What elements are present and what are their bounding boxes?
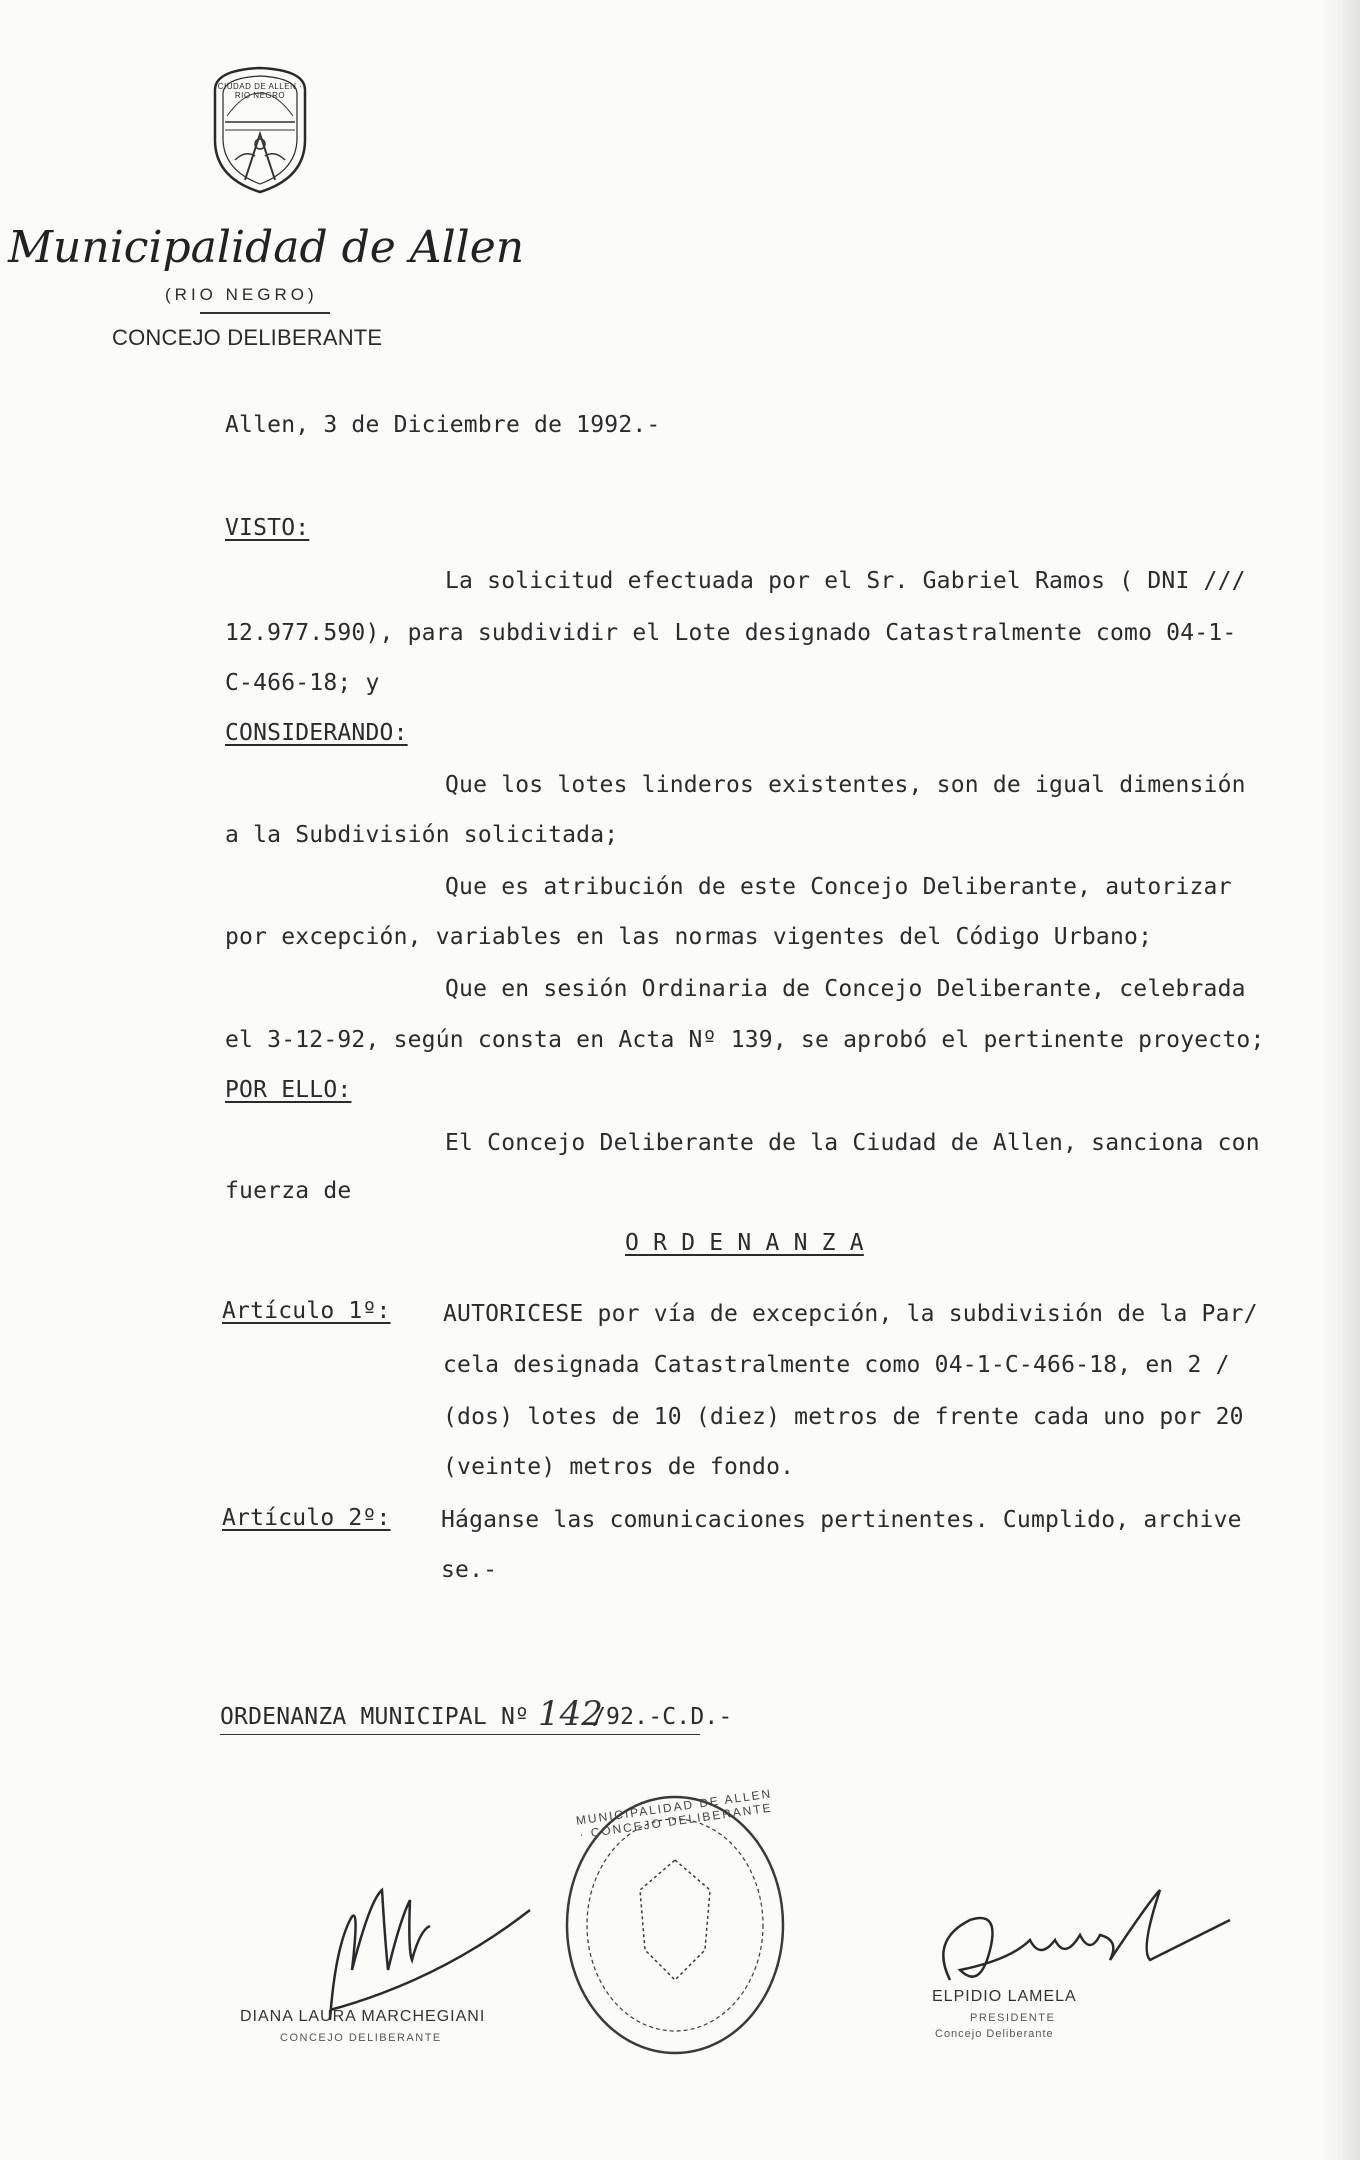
right-signatory-role: PRESIDENTE: [970, 2012, 1056, 2024]
article-1-line-4: (veinte) metros de fondo.: [443, 1454, 795, 1480]
right-signatory-org: Concejo Deliberante: [935, 2028, 1054, 2040]
municipality-name: Municipalidad de Allen: [8, 222, 525, 273]
article-2-label: Artículo 2º:: [222, 1505, 391, 1531]
left-signatory-role: CONCEJO DELIBERANTE: [280, 2032, 442, 2044]
article-1-label: Artículo 1º:: [222, 1298, 391, 1324]
city-seal-icon: [205, 60, 315, 200]
council-name: CONCEJO DELIBERANTE: [112, 325, 383, 350]
left-signatory-name: DIANA LAURA MARCHEGIANI: [240, 2008, 486, 2025]
considerando-line-1: Que los lotes linderos existentes, son de igual dimensión: [445, 772, 1246, 798]
considerando-line-4: por excepción, variables en las normas vigentes del Código Urbano;: [225, 924, 1153, 950]
date-line: Allen, 3 de Diciembre de 1992.-: [225, 412, 661, 438]
por-ello-heading: POR ELLO:: [225, 1077, 352, 1103]
considerando-line-2: a la Subdivisión solicitada;: [225, 822, 619, 848]
ordinance-suffix: /92.-C.D.-: [592, 1704, 733, 1730]
ordinance-handwritten-number: 142: [538, 1694, 603, 1734]
visto-line-1: La solicitud efectuada por el Sr. Gabriel Ramos ( DNI ///: [445, 568, 1246, 594]
article-1-line-2: cela designada Catastralmente como 04-1-C-466-18, en 2 /: [443, 1352, 1230, 1378]
ordinance-number-line: [220, 1694, 733, 1734]
considerando-line-5: Que en sesión Ordinaria de Concejo Deliberante, celebrada: [445, 976, 1246, 1002]
visto-line-3: C-466-18; y: [225, 670, 380, 696]
ordinance-underline: [220, 1734, 700, 1735]
considerando-line-6: el 3-12-92, según consta en Acta Nº 139, se aprobó el pertinente proyecto;: [225, 1027, 1265, 1053]
visto-line-2: 12.977.590), para subdividir el Lote designado Catastralmente como 04-1-: [225, 620, 1237, 646]
seal-caption: CIUDAD DE ALLEN · RIO NEGRO: [217, 82, 303, 100]
considerando-line-3: Que es atribución de este Concejo Deliberante, autorizar: [445, 874, 1232, 900]
ordinance-prefix: ORDENANZA MUNICIPAL Nº: [220, 1704, 530, 1730]
left-signature-scribble: [290, 1860, 550, 2030]
article-1-line-1: AUTORICESE por vía de excepción, la subdivisión de la Par/: [443, 1301, 1258, 1327]
considerando-heading: CONSIDERANDO:: [225, 720, 408, 746]
scan-edge-shadow: [1320, 0, 1360, 2160]
article-1-line-3: (dos) lotes de 10 (diez) metros de frente cada uno por 20: [443, 1404, 1244, 1430]
por-ello-line-1: El Concejo Deliberante de la Ciudad de Allen, sanciona con: [445, 1130, 1260, 1156]
ordenanza-title: O R D E N A N Z A: [625, 1230, 864, 1256]
province-name: (RIO NEGRO): [165, 285, 318, 304]
article-2-line-1: Háganse las comunicaciones pertinentes. Cumplido, archive: [441, 1507, 1242, 1533]
right-signatory-name: ELPIDIO LAMELA: [932, 1988, 1077, 2005]
letterhead-divider: [200, 312, 330, 314]
article-2-line-2: se.-: [441, 1557, 498, 1583]
visto-heading: VISTO:: [225, 515, 310, 541]
stamp-text: MUNICIPALIDAD DE ALLEN · CONCEJO DELIBERANTE: [575, 1786, 774, 1842]
por-ello-line-2: fuerza de: [225, 1178, 352, 1204]
